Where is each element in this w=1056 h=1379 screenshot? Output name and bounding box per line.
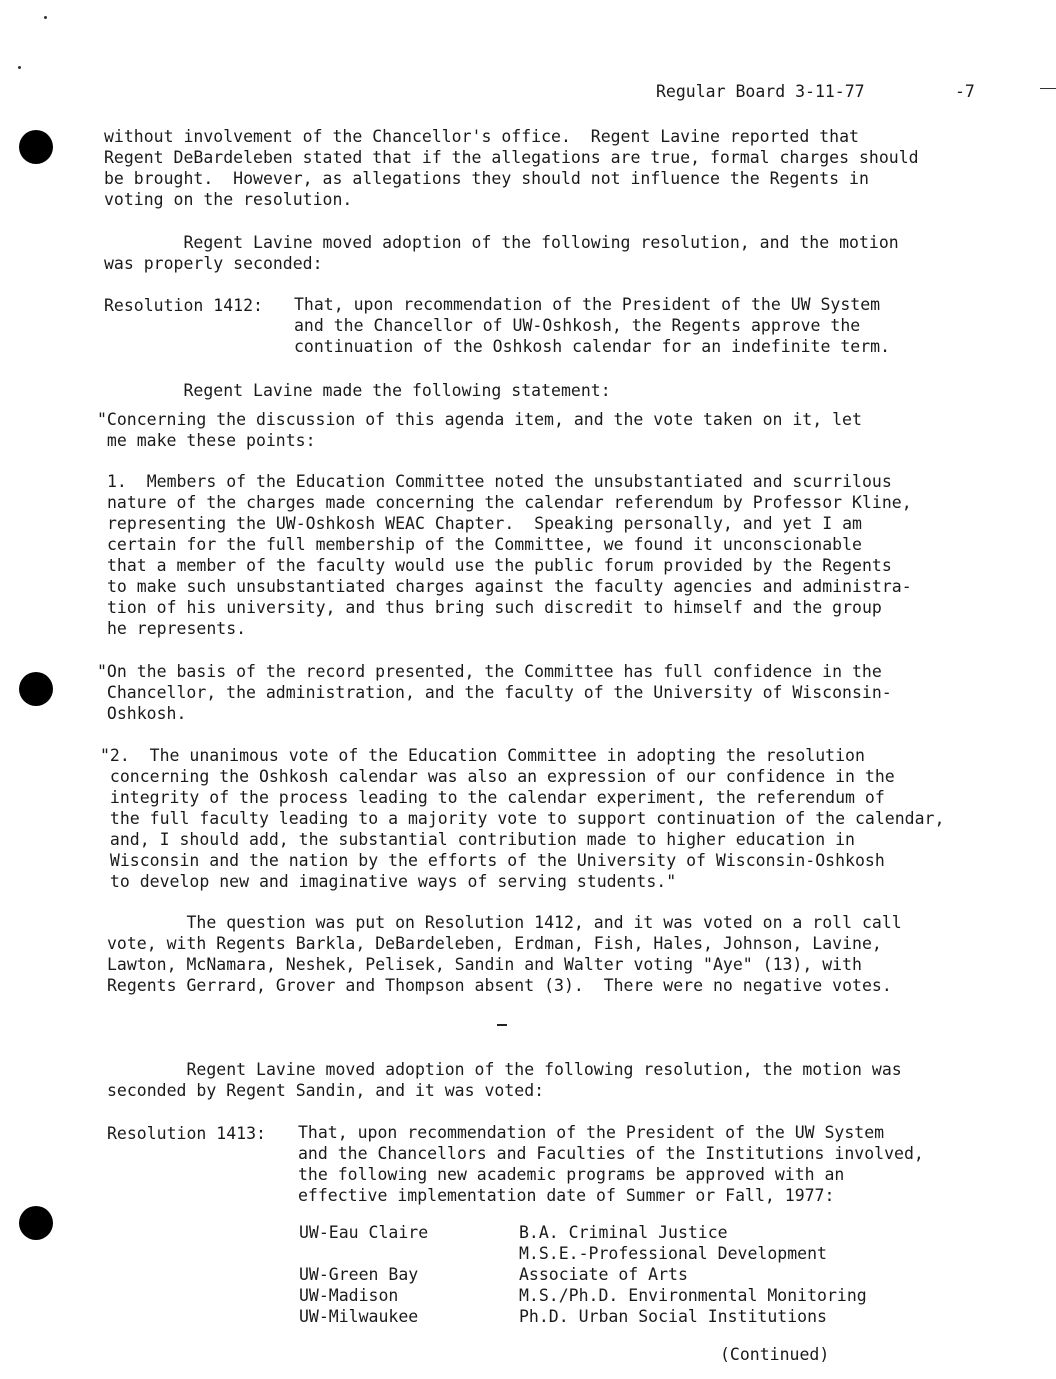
paragraph-motion-1412: Regent Lavine moved adoption of the following resolution, and the motion was properly seconded: [104, 233, 899, 273]
edge-mark [1040, 88, 1056, 89]
paragraph-motion-1413: Regent Lavine moved adoption of the following resolution, the motion was seconded by Regent Sandin, and it was voted: [107, 1060, 902, 1100]
table-row [299, 1307, 867, 1328]
resolution-1413-text: That, upon recommendation of the President of the UW System and the Chancellors and Faculties of the Institutions involved, the following new academic programs be approved with an effective implementation date of Summer or Fall, 1977: [298, 1123, 924, 1205]
institution-cell: UW-Milwaukee [299, 1307, 419, 1326]
quote-confidence: "On the basis of the record presented, the Committee has full confidence in the Chancellor, the administration, and the faculty of the University of Wisconsin- Oshkosh. [97, 662, 892, 723]
section-divider [497, 1024, 507, 1026]
quote-point-2: "2. The unanimous vote of the Education Committee in adopting the resolution concerning the Oshkosh calendar was also an expression of our confidence in the integrity of the process leading to the calendar experiment, the referendum of the full faculty leading to a majority vote to support continuation of the calendar, and, I should add, the substantial contribution made to higher education in Wisconsin and the nation by the efforts of the University of Wisconsin-Oshkosh to develop new and imaginative ways of serving students." [100, 746, 945, 891]
program-cell: B.A. Criminal Justice [519, 1223, 728, 1242]
quote-intro: "Concerning the discussion of this agenda item, and the vote taken on it, let me make these points: [97, 410, 862, 450]
table-row [299, 1265, 867, 1286]
program-cell: Associate of Arts [519, 1265, 688, 1284]
page-header-title: Regular Board 3-11-77 [656, 82, 865, 101]
program-cell: M.S.E.-Professional Development [519, 1244, 827, 1263]
programs-table [299, 1223, 867, 1328]
quote-point-1: 1. Members of the Education Committee noted the unsubstantiated and scurrilous nature of the charges made concerning the calendar referendum by Professor Kline, representing the UW-Oshkosh WEAC Chapter. Speaking personally, and yet I am certain for the full membership of the Committee, we found it unconscionable that a member of the faculty would use the public forum provided by the Regents to make such unsubstantiated charges against the faculty agencies and administra- tion of his university, and thus bring such discredit to himself and the group he represents. [107, 472, 912, 638]
punch-hole-middle [19, 672, 53, 706]
paragraph-statement-intro: Regent Lavine made the following statement: [104, 381, 611, 400]
program-cell: M.S./Ph.D. Environmental Monitoring [519, 1286, 867, 1305]
paragraph-roll-call: The question was put on Resolution 1412, and it was voted on a roll call vote, with Regents Barkla, DeBardeleben, Erdman, Fish, Hales, Johnson, Lavine, Lawton, McNamara, Neshek, Pelisek, Sandin and Walter voting "Aye" (13), with Regents Gerrard, Grover and Thompson absent (3). There were no negative votes. [107, 913, 902, 995]
scan-speck [44, 16, 47, 19]
resolution-1413-label: Resolution 1413: [107, 1124, 266, 1143]
page-number: -7 [955, 82, 975, 101]
institution-cell [299, 1244, 519, 1265]
table-row [299, 1244, 867, 1265]
scan-speck [18, 66, 21, 69]
punch-hole-bottom [19, 1206, 53, 1240]
institution-cell: UW-Green Bay [299, 1265, 419, 1284]
resolution-1412-label: Resolution 1412: [104, 296, 263, 315]
paragraph-continuation: without involvement of the Chancellor's office. Regent Lavine reported that Regent DeBardeleben stated that if the allegations are true, formal charges should be brought. However, as allegations they should not influence the Regents in voting on the resolution. [104, 127, 919, 209]
continued-note: (Continued) [720, 1345, 830, 1364]
institution-cell: UW-Madison [299, 1286, 399, 1305]
institution-cell: UW-Eau Claire [299, 1223, 429, 1242]
table-row [299, 1286, 867, 1307]
resolution-1412-text: That, upon recommendation of the President of the UW System and the Chancellor of UW-Oshkosh, the Regents approve the continuation of the Oshkosh calendar for an indefinite term. [294, 295, 891, 356]
table-row [299, 1223, 867, 1244]
punch-hole-top [19, 130, 53, 164]
program-cell: Ph.D. Urban Social Institutions [519, 1307, 827, 1326]
